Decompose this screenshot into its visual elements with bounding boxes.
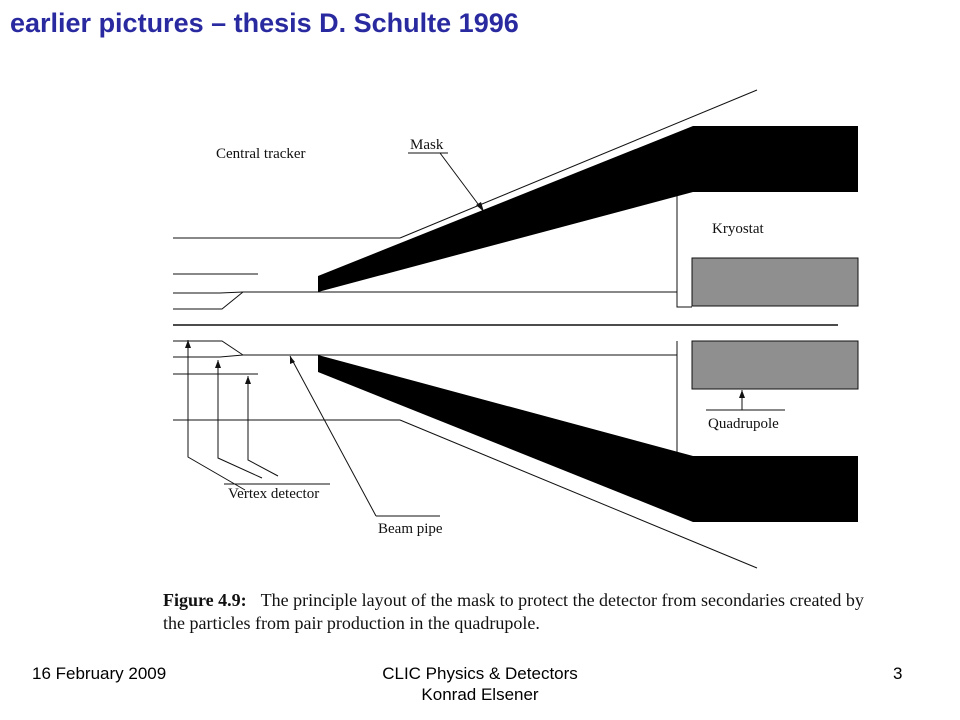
vertex-layer-bottom-2	[173, 355, 243, 357]
beam-pipe-arrowhead	[290, 356, 295, 364]
quadrupole-block-lower	[692, 341, 858, 389]
caption-text: The principle layout of the mask to protect the detector from secondaries created by the particles from pair production in the quadrupole.	[163, 590, 864, 633]
vertex-pointer-1	[188, 340, 245, 490]
footer-center	[330, 663, 630, 705]
label-quadrupole: Quadrupole	[708, 416, 779, 432]
footer-page-number: 3	[893, 664, 903, 683]
figure-caption	[163, 589, 883, 635]
caption-number: Figure 4.9:	[163, 590, 247, 610]
vertex-arrowhead-2	[215, 360, 221, 368]
vertex-arrowhead-3	[245, 376, 251, 384]
vertex-layer-top-3	[173, 292, 243, 309]
vertex-pointer-2	[218, 360, 262, 478]
quadrupole-block-upper	[692, 258, 858, 306]
label-mask: Mask	[410, 137, 444, 153]
label-vertex-detector: Vertex detector	[228, 486, 320, 502]
kryostat-wall-upper	[677, 192, 692, 307]
label-beam-pipe: Beam pipe	[378, 521, 443, 537]
slide-title: earlier pictures – thesis D. Schulte 1996	[10, 8, 519, 38]
quadrupole-arrowhead	[739, 390, 745, 398]
footer-event: CLIC Physics & Detectors	[382, 664, 578, 683]
label-kryostat: Kryostat	[712, 221, 764, 237]
vertex-layer-bottom-1	[173, 341, 243, 355]
vertex-layer-top-2	[173, 292, 243, 293]
label-central-tracker: Central tracker	[216, 146, 306, 162]
footer-date: 16 February 2009	[32, 664, 167, 683]
mask-pointer-arrow	[440, 153, 484, 212]
vertex-pointer-3	[248, 376, 278, 476]
footer-author: Konrad Elsener	[421, 685, 539, 704]
